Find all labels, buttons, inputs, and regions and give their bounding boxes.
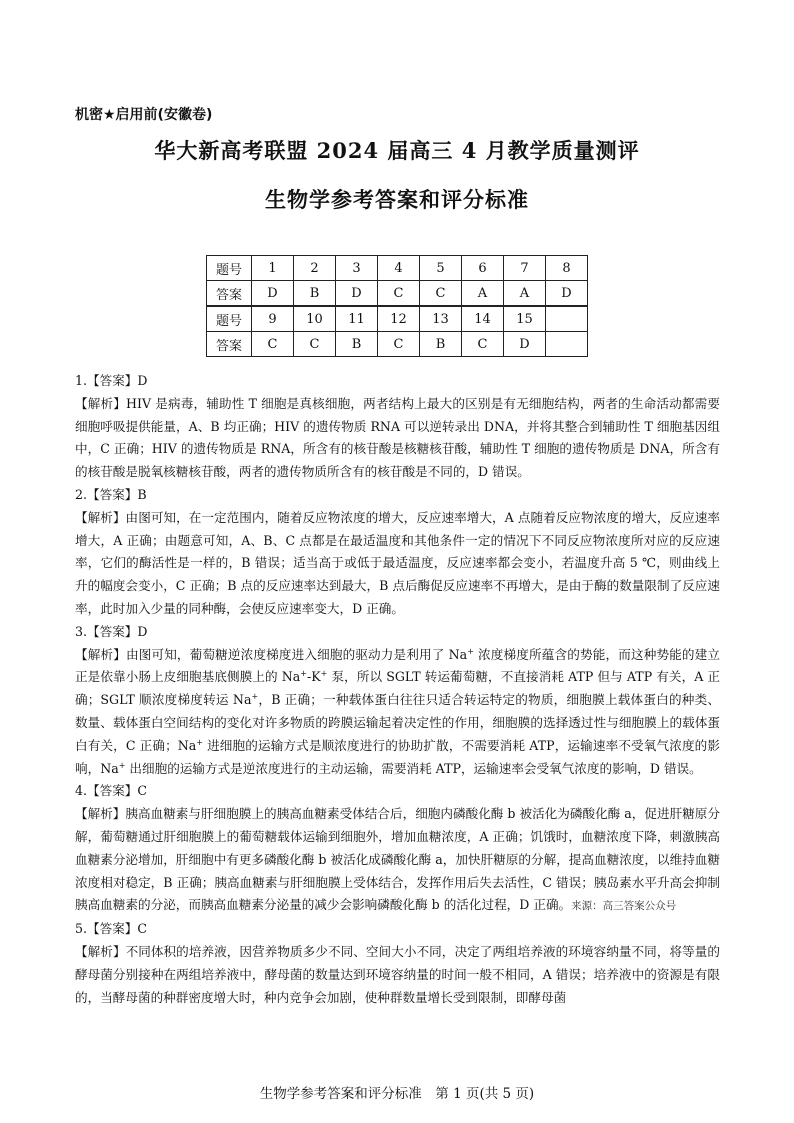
superscript: + (467, 646, 474, 656)
text-run: 进细胞的运输方式是顺浓度进行的协助扩散，不需要消耗 ATP，运输速率不受氧气浓度的影响，Na (75, 737, 720, 776)
text-run: 【解析】胰高血糖素与肝细胞膜上的胰高血糖素受体结合后，细胞内磷酸化酶 b 被活化为磷酸化酶 a，促进肝糖原分解，葡萄糖通过肝细胞膜上的葡萄糖载体运输到细胞外，增加血糖浓度，A 正确；饥饿时，血糖浓度下降，刺激胰高血糖素分泌增加，肝细胞中有更多磷酸化酶 b 被活化成磷酸化酶 a，加快肝糖原的分解，提高血糖浓度，以维持血糖浓度相对稳定，B 正确；胰高血糖素与肝细胞膜上受体结合，发挥作用后失去活性，C 错误；胰岛素水平升高会抑制胰高血糖素的分泌，而胰高血糖素分泌量的减少会影响磷酸化酶 b 的活化过程，D 正确。 (75, 806, 720, 913)
explanation-2: 【解析】由图可知，在一定范围内，随着反应物浓度的增大，反应速率增大，A 点随着反应物浓度的增大，反应速率增大，A 正确；由题意可知，A、B、C 点都是在最适温度和其他条件一定的情况下不同反应物浓度所对应的反应速率，它们的酶活性是一样的，B 错误；适当高于或低于最适温度，反应速率都会变小，若温度升高 5 ℃，则曲线上升的幅度会变小，C 正确；B 点的反应速率达到最大，B 点后酶促反应速率不再增大，是由于酶的数量限制了反应速率，此时加入少量的同种酶，会使反应速率变大，D 正确。 (75, 509, 720, 616)
table-cell: 4 (378, 256, 420, 281)
table-cell: C (378, 332, 420, 357)
source-note: 来源：高三答案公众号 (571, 900, 677, 913)
table-cell: D (546, 281, 588, 307)
text-run: 泵，所以 SGLT 转运葡萄糖，不直接消耗 ATP 但与 ATP 有关，A 正确；SGLT 顺浓度梯度转运 Na (75, 669, 721, 708)
page-footer: 生物学参考答案和评分标准 第 1 页(共 5 页) (259, 1086, 535, 1102)
answer-heading-2: 2.【答案】B (75, 486, 147, 502)
table-cell: A (504, 281, 546, 307)
table-cell: C (252, 332, 294, 357)
table-row (207, 306, 588, 332)
doc-subtitle: 生物学参考答案和评分标准 (265, 187, 529, 212)
explanation-3 (75, 644, 720, 781)
table-cell: A (462, 281, 504, 307)
answer-heading-3: 3.【答案】D (75, 623, 148, 639)
table-cell: 2 (294, 256, 336, 281)
exam-title: 华大新高考联盟 2024 届高三 4 月教学质量测评 (154, 138, 640, 163)
superscript: + (300, 669, 307, 679)
table-cell: 11 (336, 306, 378, 332)
table-header-cell: 题号 (207, 256, 252, 281)
table-cell: 12 (378, 306, 420, 332)
table-header-cell: 答案 (207, 281, 252, 307)
table-cell: C (294, 332, 336, 357)
answer-explanations (75, 370, 720, 1009)
table-cell: 15 (504, 306, 546, 332)
table-cell: 7 (504, 256, 546, 281)
table-cell: B (336, 332, 378, 357)
table-cell: D (504, 332, 546, 357)
table-cell: 10 (294, 306, 336, 332)
table-cell: D (336, 281, 378, 307)
superscript: + (251, 691, 259, 701)
superscript: + (118, 760, 126, 770)
table-cell: C (420, 281, 462, 307)
answer-heading-4: 4.【答案】C (75, 783, 148, 799)
table-cell: 13 (420, 306, 462, 332)
table-row (207, 256, 588, 281)
superscript: + (320, 669, 328, 679)
explanation-4 (75, 803, 720, 918)
table-cell: B (420, 332, 462, 357)
table-cell: 6 (462, 256, 504, 281)
table-cell (546, 306, 588, 332)
table-cell: C (378, 281, 420, 307)
table-cell: 8 (546, 256, 588, 281)
table-cell: 3 (336, 256, 378, 281)
explanation-5: 【解析】不同体积的培养液，因营养物质多少不同、空间大小不同，决定了两组培养液的环境容纳量不同，将等量的酵母菌分别接种在两组培养液中，酵母菌的数量达到环境容纳量的时间一般不相同，A 错误；培养液中的资源是有限的，当酵母菌的种群密度增大时，种内竞争会加剧，使种群数量增长受到限制，即酵母菌 (75, 943, 720, 1005)
table-header-cell: 答案 (207, 332, 252, 357)
text-run: 浓度梯度所蕴含的势能，而这种势能的建立正是依靠小肠上皮细胞基底侧膜上的 Na (75, 646, 721, 685)
answer-heading-5: 5.【答案】C (75, 921, 148, 937)
text-run: ，B 正确；一种载体蛋白往往只适合转运特定的物质，细胞膜上载体蛋白的种类、数量、载体蛋白空间结构的变化对许多物质的跨膜运输起着决定性的作用，细胞膜的选择透过性与细胞膜上的载体蛋白有关，C 正确；Na (75, 692, 720, 753)
confidential-label: 机密★启用前(安徽卷) (75, 107, 213, 123)
text-run: 【解析】由图可知，葡萄糖逆浓度梯度进入细胞的驱动力是利用了 Na (75, 646, 468, 662)
table-cell: 14 (462, 306, 504, 332)
table-cell: 9 (252, 306, 294, 332)
table-cell: C (462, 332, 504, 357)
table-row (207, 332, 588, 357)
text-run: -K (307, 669, 321, 685)
table-cell (546, 332, 588, 357)
answer-table (206, 255, 588, 357)
answer-heading-1: 1.【答案】D (75, 373, 148, 388)
explanation-1: 【解析】HIV 是病毒，辅助性 T 细胞是真核细胞，两者结构上最大的区别是有无细胞结构，两者的生命活动都需要细胞呼吸提供能量，A、B 均正确；HIV 的遗传物质 RNA 可以逆转录出 DNA，并将其整合到辅助性 T 细胞基因组中，C 正确；HIV 的遗传物质是 RNA，所含有的核苷酸是核糖核苷酸，辅助性 T 细胞的遗传物质是 DNA，所含有的核苷酸是脱氧核糖核苷酸，两者的遗传物质所含有的核苷酸是不同的，D 错误。 (75, 395, 720, 480)
table-cell: D (252, 281, 294, 307)
table-cell: B (294, 281, 336, 307)
table-header-cell: 题号 (207, 306, 252, 332)
table-cell: 1 (252, 256, 294, 281)
text-run: 出细胞的运输方式是逆浓度进行的主动运输，需要消耗 ATP，运输速率会受氧气浓度的影响，D 错误。 (125, 760, 702, 776)
table-row (207, 281, 588, 307)
superscript: + (196, 737, 203, 747)
table-cell: 5 (420, 256, 462, 281)
